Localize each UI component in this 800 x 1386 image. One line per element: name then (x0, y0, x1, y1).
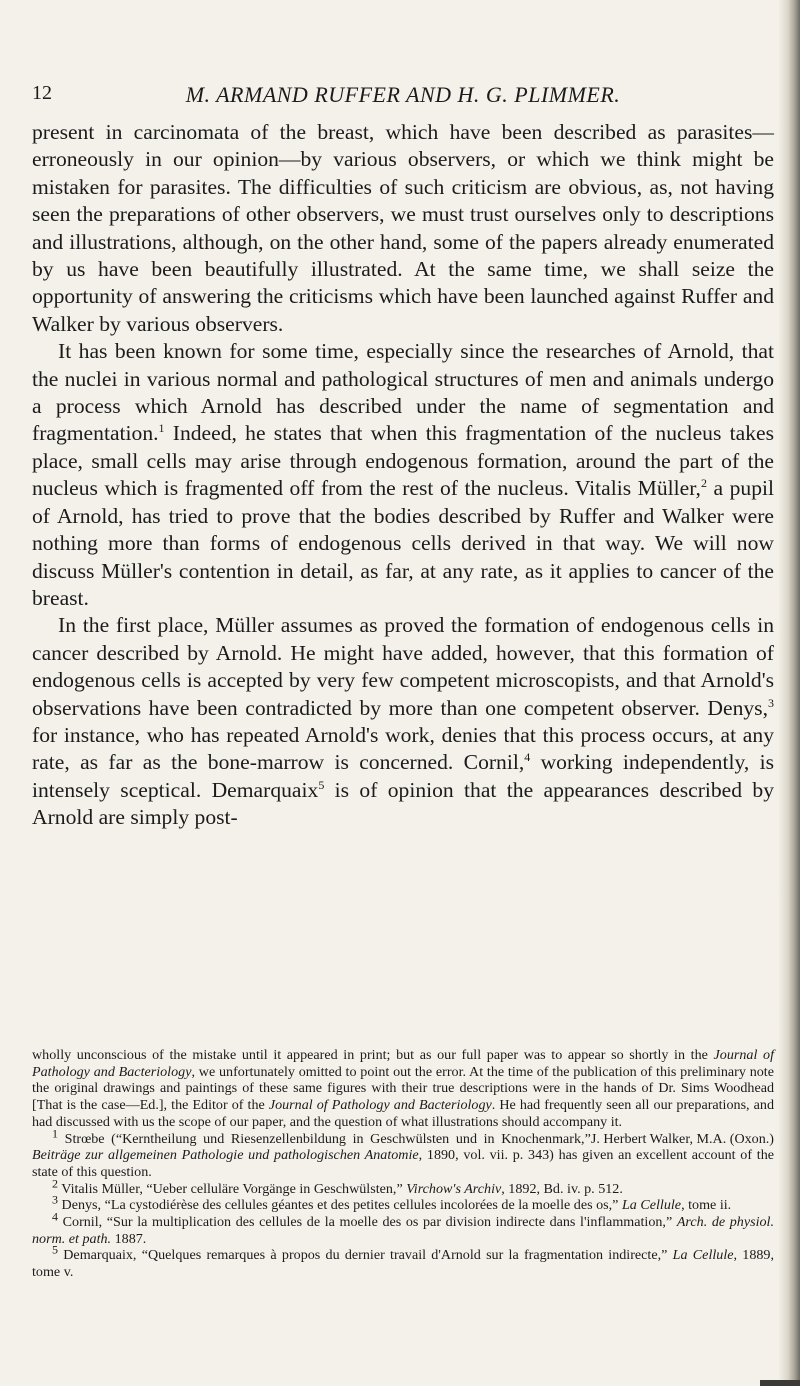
running-title: M. ARMAND RUFFER AND H. G. PLIMMER. (185, 82, 621, 107)
footnote-ref-4: 4 (524, 750, 531, 765)
footnote-cont-text-c: . He had frequently seen all our preparations, and had discussed with us the scope of our paper, and the question of what illustrations should accompany it. (32, 1097, 774, 1130)
footnote-text: Cornil, “Sur la multiplication des cellules de la moelle des os par division indirecte dans l'inflammation,” (58, 1214, 677, 1231)
footnote-text: Demarquaix, “Quelques remarques à propos du dernier travail d'Arnold sur la fragmentation indirecte,” (58, 1247, 673, 1264)
page-number: 12 (32, 82, 52, 104)
paragraph-1: present in carcinomata of the breast, which have been described as parasites—erroneously in our opinion—by various observers, or which we think might be mistaken for parasites. The difficulties of such criticism are obvious, as, not having seen the preparations of other observers, we must trust ourselves only to descriptions and illustrations, although, on the other hand, some of the papers already enumerated by us have been beautifully illustrated. At the same time, we shall seize the opportunity of answering the criticisms which have been launched against Ruffer and Walker by various observers. (32, 120, 774, 336)
paragraph-3-text-d: is of opinion that the appearances described by Arnold are simply post- (32, 777, 774, 830)
paragraph-3-text-b: for instance, who has repeated Arnold's work, denies that this process occurs, at any rate, as far as the bone-marrow is concerned. Cornil, (32, 722, 774, 775)
paragraph-2-text-b: Indeed, he states that when this fragmentation of the nucleus takes place, small cells may arise through endogenous formation, around the part of the nucleus which is fragmented off from the rest of the nucleus. Vitalis Müller, (32, 421, 774, 501)
citation-title: La Cellule (621, 1197, 682, 1214)
paragraph-3 (32, 612, 774, 831)
citation-title: Arch. de physiol. norm. et path. (32, 1214, 774, 1247)
paragraph-2 (32, 338, 774, 612)
footnote-number: 4 (52, 1209, 58, 1224)
footnote-number: 2 (52, 1175, 58, 1190)
footnote-3 (32, 1192, 774, 1214)
footnote-text: Denys, “La cystodiérèse des cellules géantes et des petites cellules incolorées de la moelle des os,” (58, 1197, 622, 1214)
footnote-cont-text-a: wholly unconscious of the mistake until it appeared in print; but as our full paper was to appear so shortly in the (32, 1047, 714, 1063)
footnote-4 (32, 1209, 774, 1247)
footnote-ref-1: 1 (158, 421, 165, 436)
footnote-ref-3: 3 (768, 695, 774, 710)
page-header (32, 82, 774, 112)
paragraph-3-text-c: working independently, is intensely sceptical. Demarquaix (32, 750, 774, 802)
footnote-number: 3 (52, 1192, 58, 1207)
footnote-text: Strœbe (“Kerntheilung und Riesenzellenbildung in Geschwülsten und in Knochenmark,” (58, 1130, 591, 1147)
page-corner-mark (760, 1380, 800, 1386)
signature: J. Herbert Walker, M.A. (Oxon.) (590, 1130, 774, 1147)
footnote-text: , 1890, vol. vii. p. 343) has given an excellent account of the state of this question. (32, 1147, 774, 1180)
footnote-number: 1 (52, 1125, 58, 1140)
footnote-text: , tome ii. (681, 1197, 732, 1214)
footnote-text: 1887. (111, 1230, 147, 1247)
main-text (32, 119, 774, 832)
citation-title: La Cellule (672, 1247, 734, 1264)
journal-title: Journal of Pathology and Bacteriology (32, 1047, 774, 1080)
paragraph-3-text-a: In the first place, Müller assumes as proved the formation of endogenous cells in cancer described by Arnold. He might have added, however, that this formation of endogenous cells is accepted by very few competent microscopists, and that Arnold's observations have been contradicted by more than one competent observer. Denys, (32, 613, 774, 720)
footnote-number: 5 (52, 1242, 58, 1257)
journal-title: Journal of Pathology and Bacteriology (268, 1097, 492, 1114)
paragraph-2-text-a: It has been known for some time, especially since the researches of Arnold, that the nuclei in various normal and pathological structures of men and animals undergo a process which Arnold has described under the name of segmentation and fragmentation. (32, 339, 774, 446)
footnote-text: Vitalis Müller, “Ueber celluläre Vorgänge in Geschwülsten,” (58, 1180, 407, 1197)
footnote-text: , 1889, tome v. (32, 1247, 774, 1281)
footnotes (32, 1047, 774, 1281)
footnote-5 (32, 1242, 774, 1281)
citation-title: Beiträge zur allgemeinen Pathologie und pathologischen Anatomie (32, 1147, 419, 1164)
footnote-ref-5: 5 (318, 777, 325, 792)
footnote-ref-2: 2 (700, 476, 707, 491)
footnote-2 (32, 1175, 774, 1198)
footnote-cont-text-b: , we unfortunately omitted to point out the error. At the time of the publication of this preliminary note the original drawings and paintings of these same figures with their true descriptions were in the hands of Dr. Sims Woodhead [That is the case—Ed.], the Editor of the (32, 1063, 774, 1114)
paragraph-2-text-c: a pupil of Arnold, has tried to prove that the bodies described by Ruffer and Walker were nothing more than forms of endogenous cells derived in that way. We will now discuss Müller's contention in detail, as far, at any rate, as it applies to cancer of the breast. (32, 476, 774, 610)
citation-title: Virchow's Archiv (406, 1180, 502, 1197)
footnote-text: , 1892, Bd. iv. p. 512. (501, 1180, 623, 1197)
page-edge-shadow (778, 0, 800, 1386)
